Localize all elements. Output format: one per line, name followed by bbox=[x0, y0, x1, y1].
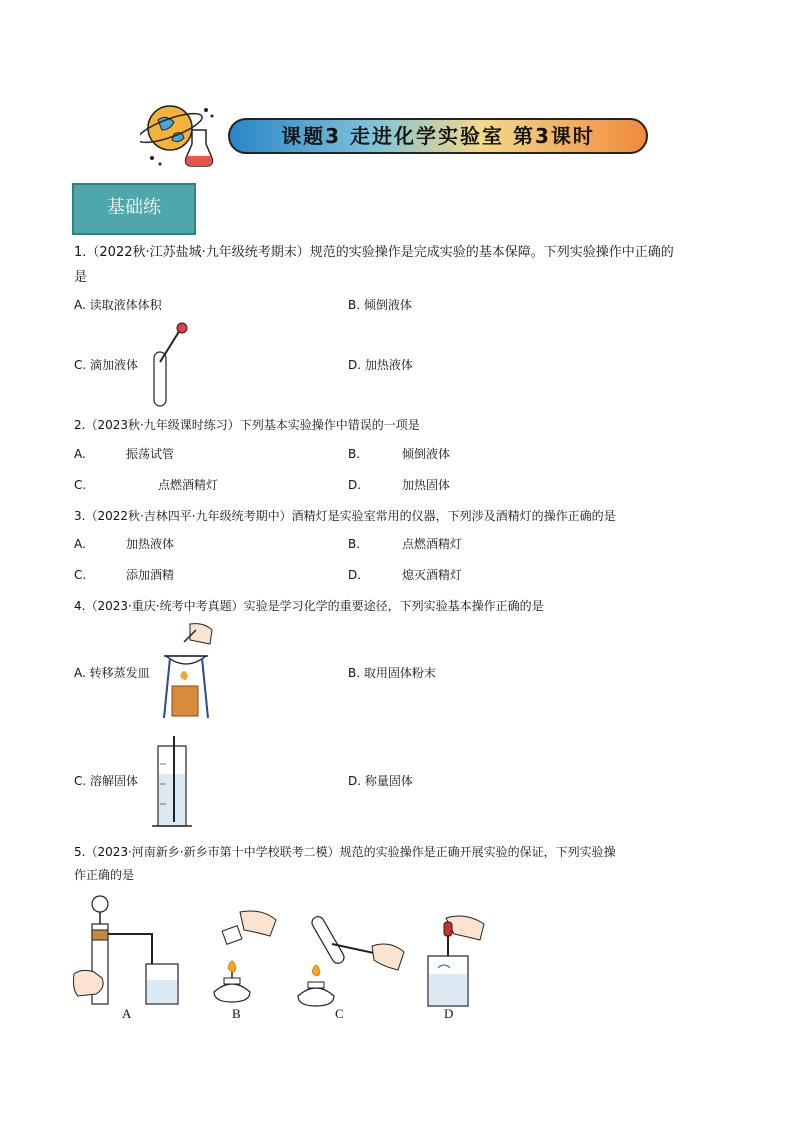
page-title: 课题3 走进化学实验室 第3课时 bbox=[281, 124, 595, 148]
q4-option-a: A. 转移蒸发皿 bbox=[74, 666, 150, 680]
q3-option-b: 点燃酒精灯 bbox=[402, 537, 463, 551]
chemistry-globe-flask-icon bbox=[140, 100, 220, 170]
q2-option-c-letter: C. bbox=[74, 478, 87, 492]
q2-option-a-letter: A. bbox=[74, 447, 86, 461]
graduated-cylinder-illustration bbox=[150, 734, 198, 832]
q5-stem-line2: 作正确的是 bbox=[74, 868, 135, 882]
q1-option-a: A. 读取液体体积 bbox=[74, 298, 162, 312]
section-label: 基础练 bbox=[107, 197, 161, 218]
q4-option-b: B. 取用固体粉末 bbox=[348, 666, 436, 680]
q3-option-a: 加热液体 bbox=[126, 537, 175, 551]
q2-stem: 2.（2023秋·九年级课时练习）下列基本实验操作中错误的一项是 bbox=[74, 418, 420, 432]
lamp-lighting-illustration bbox=[200, 906, 282, 1006]
q2-option-d: 加热固体 bbox=[402, 478, 451, 492]
dropper-test-tube-illustration bbox=[148, 322, 192, 412]
q5-figure-label-b: B bbox=[232, 1006, 241, 1021]
q1-stem-line2: 是 bbox=[74, 270, 88, 285]
q2-option-b-letter: B. bbox=[348, 447, 361, 461]
q1-stem-line1: 1.（2022秋·江苏盐城·九年级统考期末）规范的实验操作是完成实验的基本保障。下列实验操作中正确的 bbox=[74, 245, 674, 260]
evaporating-dish-tripod-illustration bbox=[160, 620, 216, 722]
q2-option-c: 点燃酒精灯 bbox=[158, 478, 219, 492]
test-tube-heating-illustration bbox=[292, 910, 408, 1008]
q3-option-a-letter: A. bbox=[74, 537, 86, 551]
q4-stem: 4.（2023·重庆·统考中考真题）实验是学习化学的重要途径，下列实验基本操作正确的是 bbox=[74, 599, 544, 613]
q3-option-d: 熄灭酒精灯 bbox=[402, 568, 463, 582]
q4-option-c: C. 溶解固体 bbox=[74, 774, 139, 788]
q1-option-b: B. 倾倒液体 bbox=[348, 298, 412, 312]
q5-figure-label-c: C bbox=[335, 1006, 344, 1021]
q2-option-b: 倾倒液体 bbox=[402, 447, 451, 461]
q5-figure-label-a: A bbox=[122, 1006, 132, 1021]
q2-option-d-letter: D. bbox=[348, 478, 362, 492]
dropper-beaker-illustration bbox=[424, 912, 496, 1008]
q3-option-d-letter: D. bbox=[348, 568, 362, 582]
q3-option-b-letter: B. bbox=[348, 537, 361, 551]
q4-option-d: D. 称量固体 bbox=[348, 774, 413, 788]
q3-option-c-letter: C. bbox=[74, 568, 87, 582]
q5-stem-line1: 5.（2023·河南新乡·新乡市第十中学校联考二模）规范的实验操作是正确开展实验的保证，下列实验操 bbox=[74, 845, 616, 859]
q5-figure-label-d: D bbox=[444, 1006, 454, 1021]
q1-option-d: D. 加热液体 bbox=[348, 358, 413, 372]
airtight-check-apparatus-illustration bbox=[72, 894, 192, 1006]
q1-option-c: C. 滴加液体 bbox=[74, 358, 139, 372]
q3-option-c: 添加酒精 bbox=[126, 568, 175, 582]
q3-stem: 3.（2022秋·吉林四平·九年级统考期中）酒精灯是实验室常用的仪器，下列涉及酒精灯的操作正确的是 bbox=[74, 509, 616, 523]
q2-option-a: 振荡试管 bbox=[126, 447, 175, 461]
